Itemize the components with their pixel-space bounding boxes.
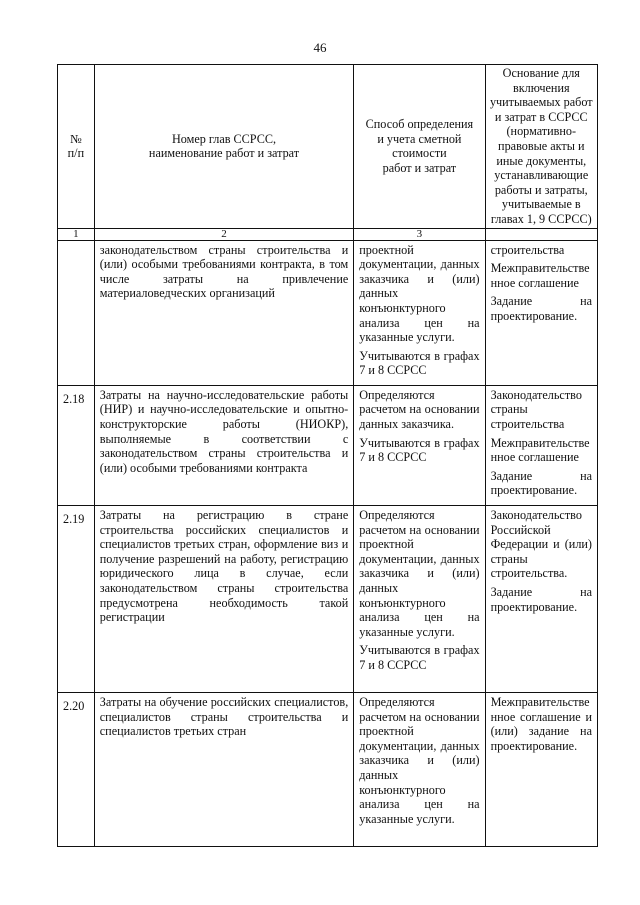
- method-text: Определяются расчетом на основании проектной документации, данных заказчика и (или) данных конъюнктурного анализа цен на указанные услуги.: [359, 695, 480, 826]
- column-numbers-row: [58, 228, 598, 240]
- row-method: [354, 385, 485, 505]
- method-text: Определяются расчетом на основании данных заказчика.: [359, 387, 480, 432]
- basis-text: Задание на проектирование.: [490, 468, 592, 498]
- row-name-text: Затраты на обучение российских специалистов, специалистов страны строительства и специалистов третьих стран: [99, 695, 349, 739]
- row-method: [354, 240, 485, 385]
- row-number: 2.18: [58, 385, 95, 505]
- page-number: 46: [313, 40, 327, 55]
- row-basis: [485, 693, 597, 847]
- table-header-row: [58, 65, 598, 229]
- row-method: [354, 693, 485, 847]
- column-number: [485, 228, 597, 240]
- row-number: 2.20: [58, 693, 95, 847]
- row-basis: [485, 385, 597, 505]
- row-basis: [485, 240, 597, 385]
- method-text: Определяются расчетом на основании проектной документации, данных заказчика и (или) данных конъюнктурного анализа цен на указанные услуги.: [359, 508, 480, 639]
- method-text: проектной документации, данных заказчика и (или) данных конъюнктурного анализа цен на указанные услуги.: [359, 242, 480, 345]
- basis-text: Задание на проектирование.: [490, 294, 592, 323]
- table-row: [58, 240, 598, 385]
- column-number: 1: [58, 228, 95, 240]
- row-name-text: Затраты на научно-исследовательские работы (НИР) и научно-исследовательские и опытно-конструкторские работы (НИОКР), выполняемые в соответствии с законодательством страны строительства и (или) особыми требованиями контракта: [99, 387, 349, 475]
- basis-text: Межправительстве нное соглашение и (или) задание на проектирование.: [490, 695, 592, 753]
- header-col-number: № п/п: [58, 65, 95, 229]
- header-col-name: Номер глав ССРСС, наименование работ и затрат: [94, 65, 353, 229]
- table-row: [58, 693, 598, 847]
- method-text: Учитываются в графах 7 и 8 ССРСС: [359, 435, 480, 465]
- basis-text: Межправительстве нное соглашение: [490, 435, 590, 465]
- row-name: [94, 240, 353, 385]
- basis-text: строительства: [490, 242, 565, 257]
- header-col-basis: Основание для включения учитываемых работ и затрат в ССРСС (нормативно- правовые акты и иные документы, устанавливающие работы и затраты, учитываемые в главах 1, 9 ССРСС): [485, 65, 597, 229]
- row-number: [58, 240, 95, 385]
- row-basis: [485, 506, 597, 693]
- row-name: [94, 506, 353, 693]
- basis-text: Межправительстве нное соглашение: [490, 261, 590, 290]
- row-name-text: законодательством страны строительства и (или) особыми требованиями контракта, в том числе затраты на привлечение материаловедческих организаций: [99, 242, 349, 301]
- basis-text: Законодательство страны строительства: [490, 387, 582, 432]
- row-method: [354, 506, 485, 693]
- basis-text: Законодательство Российской Федерации и (или) страны строительства.: [490, 508, 592, 581]
- table-row: [58, 506, 598, 693]
- basis-text: Задание на проектирование.: [490, 585, 592, 614]
- costs-table: [57, 64, 598, 847]
- row-number: 2.19: [58, 506, 95, 693]
- table-row: [58, 385, 598, 505]
- column-number: 2: [94, 228, 353, 240]
- method-text: Учитываются в графах 7 и 8 ССРСС: [359, 348, 480, 378]
- header-col-method: Способ определения и учета сметной стоимости работ и затрат: [354, 65, 485, 229]
- column-number: 3: [354, 228, 485, 240]
- row-name-text: Затраты на регистрацию в стране строительства российских специалистов и специалистов третьих стран, оформление виз и получение разрешений на работу, регистрацию юридического лица в случае, если законодательством страны строительства предусмотрена необходимость такой регистрации: [99, 508, 349, 625]
- row-name: [94, 385, 353, 505]
- row-name: [94, 693, 353, 847]
- method-text: Учитываются в графах 7 и 8 ССРСС: [359, 643, 480, 672]
